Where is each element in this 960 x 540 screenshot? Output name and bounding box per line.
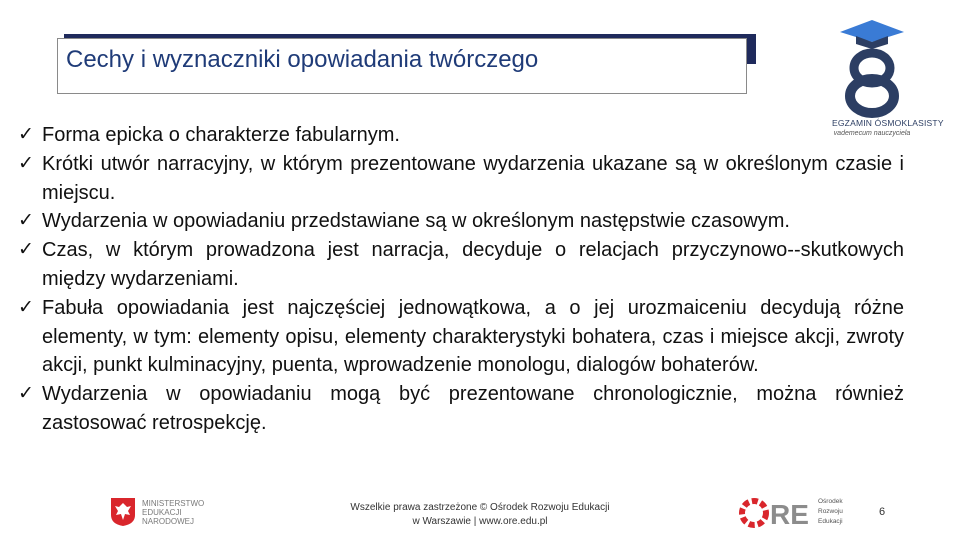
checkmark-icon: ✓ [18,152,34,174]
graduation-cap-eight-logo-icon [832,14,912,118]
checkmark-icon: ✓ [18,383,34,405]
checkmark-icon: ✓ [18,296,34,318]
list-item-text: Krótki utwór narracyjny, w którym prezentowane wydarzenia ukazane są w określonym czasie i miejscu. [42,152,904,204]
copyright-notice: Wszelkie prawa zastrzeżone © Ośrodek Rozwoju Edukacji w Warszawie | www.ore.edu.pl [350,502,610,527]
svg-text:RE: RE [770,499,809,530]
list-item-text: Czas, w którym prowadzona jest narracja, decyduje o relacjach przyczynowo--skutkowych między wydarzeniami. [42,239,904,290]
checkmark-icon: ✓ [18,124,34,145]
list-item [18,236,904,294]
checkmark-icon: ✓ [18,210,34,232]
logo-subcaption: vademecum nauczyciela [833,130,911,137]
logo-caption: EGZAMIN ÓSMOKLASISTY [832,118,944,128]
polish-eagle-icon [110,497,136,527]
page-number: 6 [878,506,886,518]
list-item [18,207,904,236]
ore-name: Ośrodek Rozwoju Edukacji [818,498,843,525]
list-item-text: Wydarzenia w opowiadaniu przedstawiane są w określonym następstwie czasowym. [42,210,790,233]
list-item [18,294,904,380]
list-item [18,380,904,438]
list-item [18,150,904,208]
list-item-text: Wydarzenia w opowiadaniu mogą być prezentowane chronologicznie, można również zastosować retrospekcję. [42,383,904,434]
list-item [18,121,904,150]
list-item-text: Forma epicka o charakterze fabularnym. [42,124,400,146]
list-item-text: Fabuła opowiadania jest najczęściej jednowątkowa, a o jej urozmaiceniu decydują różne elementy, w tym: elementy opisu, elementy charakterystyki bohatera, czas i miejsce akcji, zwroty akcji, punkt kulminacyjny, puenta, wprowadzenie monologu, dialogów bohaterów. [42,296,904,377]
slide-title: Cechy i wyznaczniki opowiadania twórczego [66,46,539,73]
title-box [57,38,747,94]
bullet-list [18,121,904,438]
checkmark-icon: ✓ [18,239,34,261]
ore-logo-icon [738,494,816,532]
ministry-name: MINISTERSTWO EDUKACJI NARODOWEJ [142,499,205,526]
